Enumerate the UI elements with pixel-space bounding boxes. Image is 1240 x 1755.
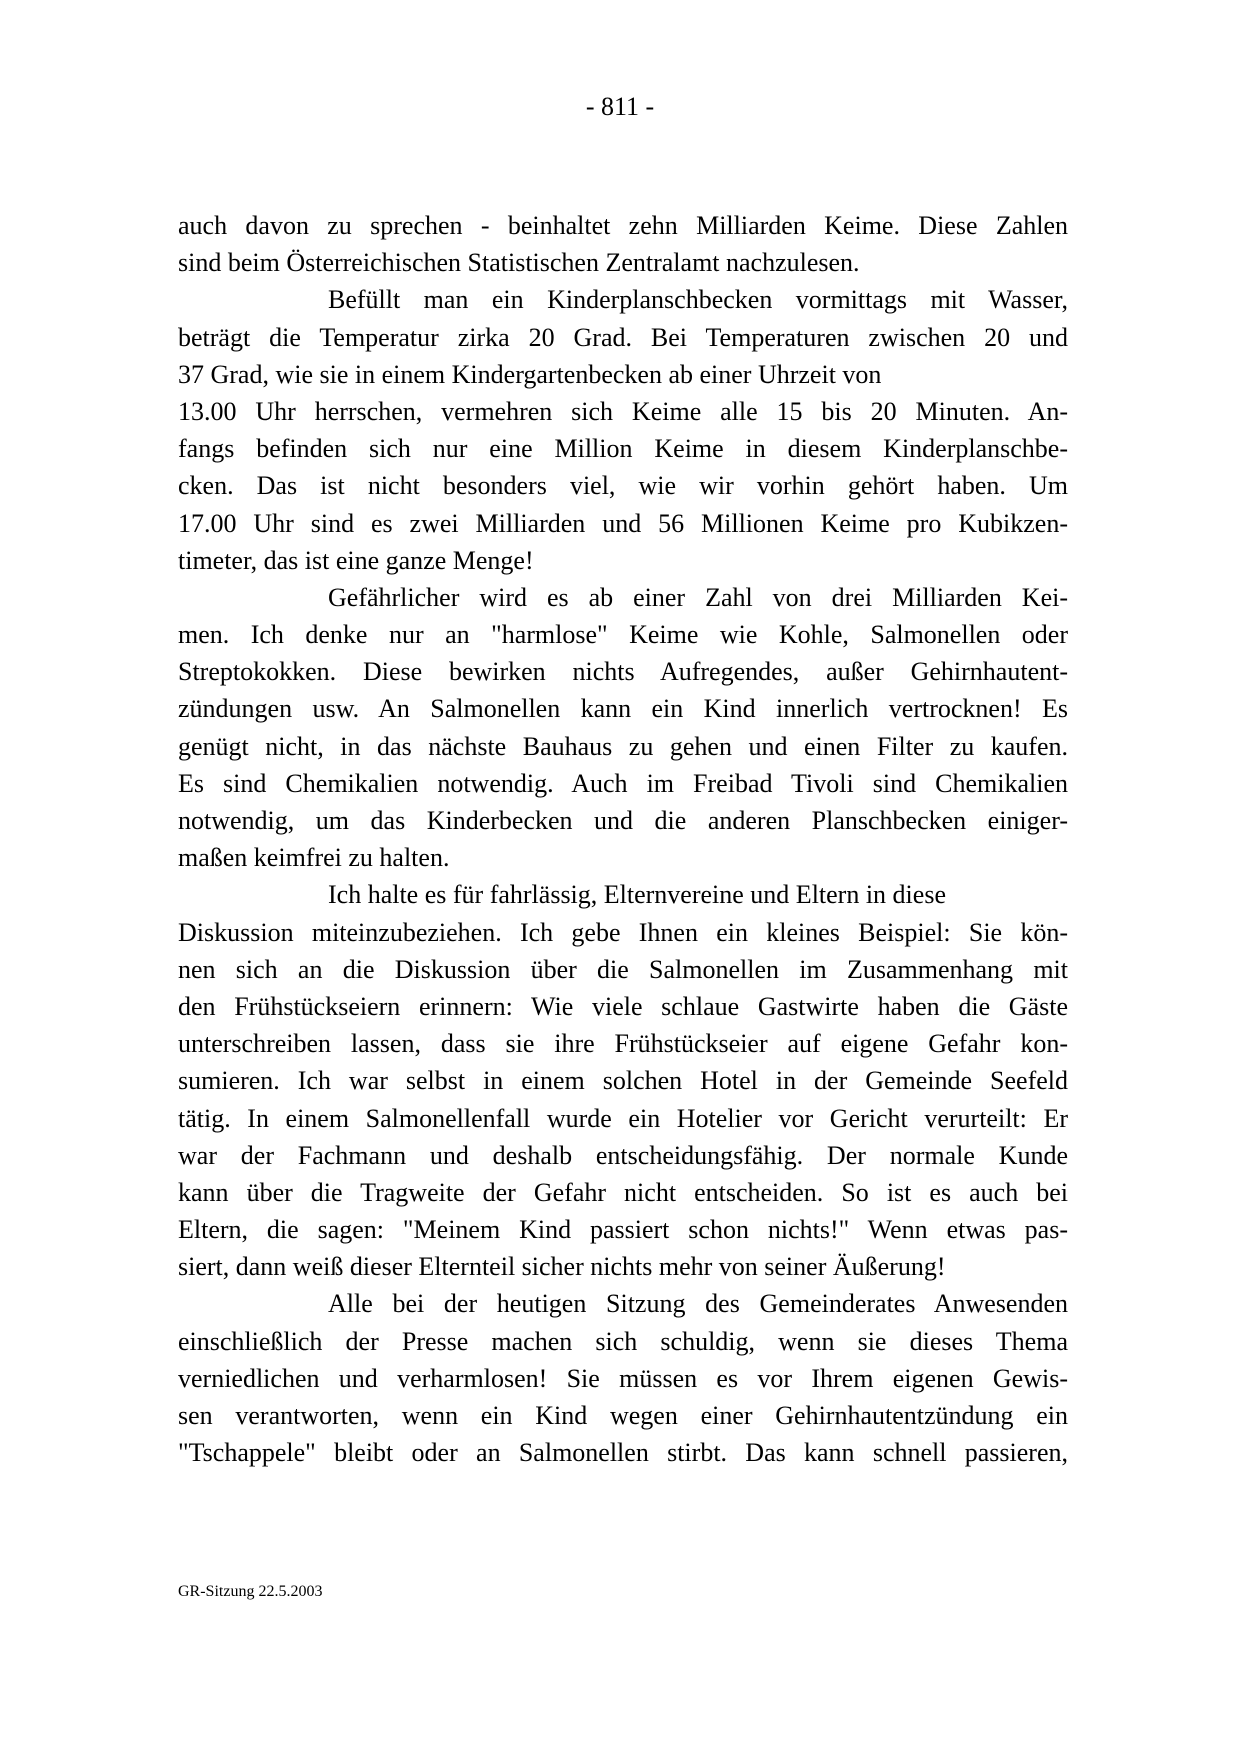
text-line: cken. Das ist nicht besonders viel, wie wir vorhin gehört haben. Um: [178, 471, 1068, 501]
page-number: - 811 -: [585, 92, 655, 121]
text-line: einschließlich der Presse machen sich schuldig, wenn sie dieses Thema: [178, 1326, 1068, 1356]
text-line: beträgt die Temperatur zirka 20 Grad. Bei Temperaturen zwischen 20 und: [178, 322, 1068, 352]
text-line: 17.00 Uhr sind es zwei Milliarden und 56 Millionen Keime pro Kubikzen-: [178, 508, 1068, 538]
paragraph-1: [178, 207, 1068, 281]
text-line: notwendig, um das Kinderbecken und die anderen Planschbecken einiger-: [178, 806, 1068, 835]
text-line: zündungen usw. An Salmonellen kann ein Kind innerlich vertrocknen! Es: [178, 694, 1068, 724]
text-line: fangs befinden sich nur eine Million Keime in diesem Kinderplanschbe-: [178, 434, 1068, 464]
text-line: 37 Grad, wie sie in einem Kindergartenbecken ab einer Uhrzeit von: [178, 359, 882, 389]
paragraph-2: [178, 281, 1068, 579]
text-line: auch davon zu sprechen - beinhaltet zehn Milliarden Keime. Diese Zahlen: [178, 211, 1068, 240]
text-line: maßen keimfrei zu halten.: [178, 843, 450, 873]
paragraph-5: [178, 1285, 1068, 1471]
footer-session-date: GR-Sitzung 22.5.2003: [178, 1583, 323, 1600]
text-line: sumieren. Ich war selbst in einem solchen Hotel in der Gemeinde Seefeld: [178, 1066, 1068, 1096]
text-line: Eltern, die sagen: "Meinem Kind passiert schon nichts!" Wenn etwas pas-: [178, 1215, 1068, 1245]
text-line: Alle bei der heutigen Sitzung des Gemeinderates Anwesenden: [328, 1289, 1068, 1319]
body-text: [178, 207, 1068, 1471]
paragraph-4: [178, 876, 1068, 1285]
text-line: Diskussion miteinzubeziehen. Ich gebe Ihnen ein kleines Beispiel: Sie kön-: [178, 917, 1068, 947]
text-line: war der Fachmann und deshalb entscheidungsfähig. Der normale Kunde: [178, 1140, 1068, 1170]
text-line: den Frühstückseiern erinnern: Wie viele schlaue Gastwirte haben die Gäste: [178, 991, 1068, 1021]
text-line: Streptokokken. Diese bewirken nichts Aufregendes, außer Gehirnhautent-: [178, 657, 1068, 687]
text-line: verniedlichen und verharmlosen! Sie müssen es vor Ihrem eigenen Gewis-: [178, 1363, 1068, 1393]
text-line: kann über die Tragweite der Gefahr nicht entscheiden. So ist es auch bei: [178, 1177, 1068, 1207]
text-line: Es sind Chemikalien notwendig. Auch im Freibad Tivoli sind Chemikalien: [178, 768, 1068, 798]
text-line: timeter, das ist eine ganze Menge!: [178, 545, 534, 575]
text-line: genügt nicht, in das nächste Bauhaus zu gehen und einen Filter zu kaufen.: [178, 731, 1068, 761]
text-line: sen verantworten, wenn ein Kind wegen einer Gehirnhautentzündung ein: [178, 1401, 1068, 1430]
text-line: tätig. In einem Salmonellenfall wurde ein Hotelier vor Gericht verurteilt: Er: [178, 1103, 1068, 1133]
text-line: 13.00 Uhr herrschen, vermehren sich Keime alle 15 bis 20 Minuten. An-: [178, 396, 1068, 426]
text-line: nen sich an die Diskussion über die Salmonellen im Zusammenhang mit: [178, 954, 1068, 984]
text-line: Ich halte es für fahrlässig, Elternvereine und Eltern in diese: [328, 880, 946, 910]
text-line: sind beim Österreichischen Statistischen Zentralamt nachzulesen.: [178, 248, 860, 278]
text-line: Gefährlicher wird es ab einer Zahl von drei Milliarden Kei-: [328, 582, 1068, 612]
paragraph-3: [178, 579, 1068, 877]
text-line: unterschreiben lassen, dass sie ihre Frühstückseier auf eigene Gefahr kon-: [178, 1029, 1068, 1059]
text-line: men. Ich denke nur an "harmlose" Keime wie Kohle, Salmonellen oder: [178, 620, 1068, 650]
text-line: "Tschappele" bleibt oder an Salmonellen stirbt. Das kann schnell passieren,: [178, 1438, 1068, 1468]
text-line: Befüllt man ein Kinderplanschbecken vormittags mit Wasser,: [328, 285, 1068, 315]
text-line: siert, dann weiß dieser Elternteil sicher nichts mehr von seiner Äußerung!: [178, 1252, 946, 1282]
